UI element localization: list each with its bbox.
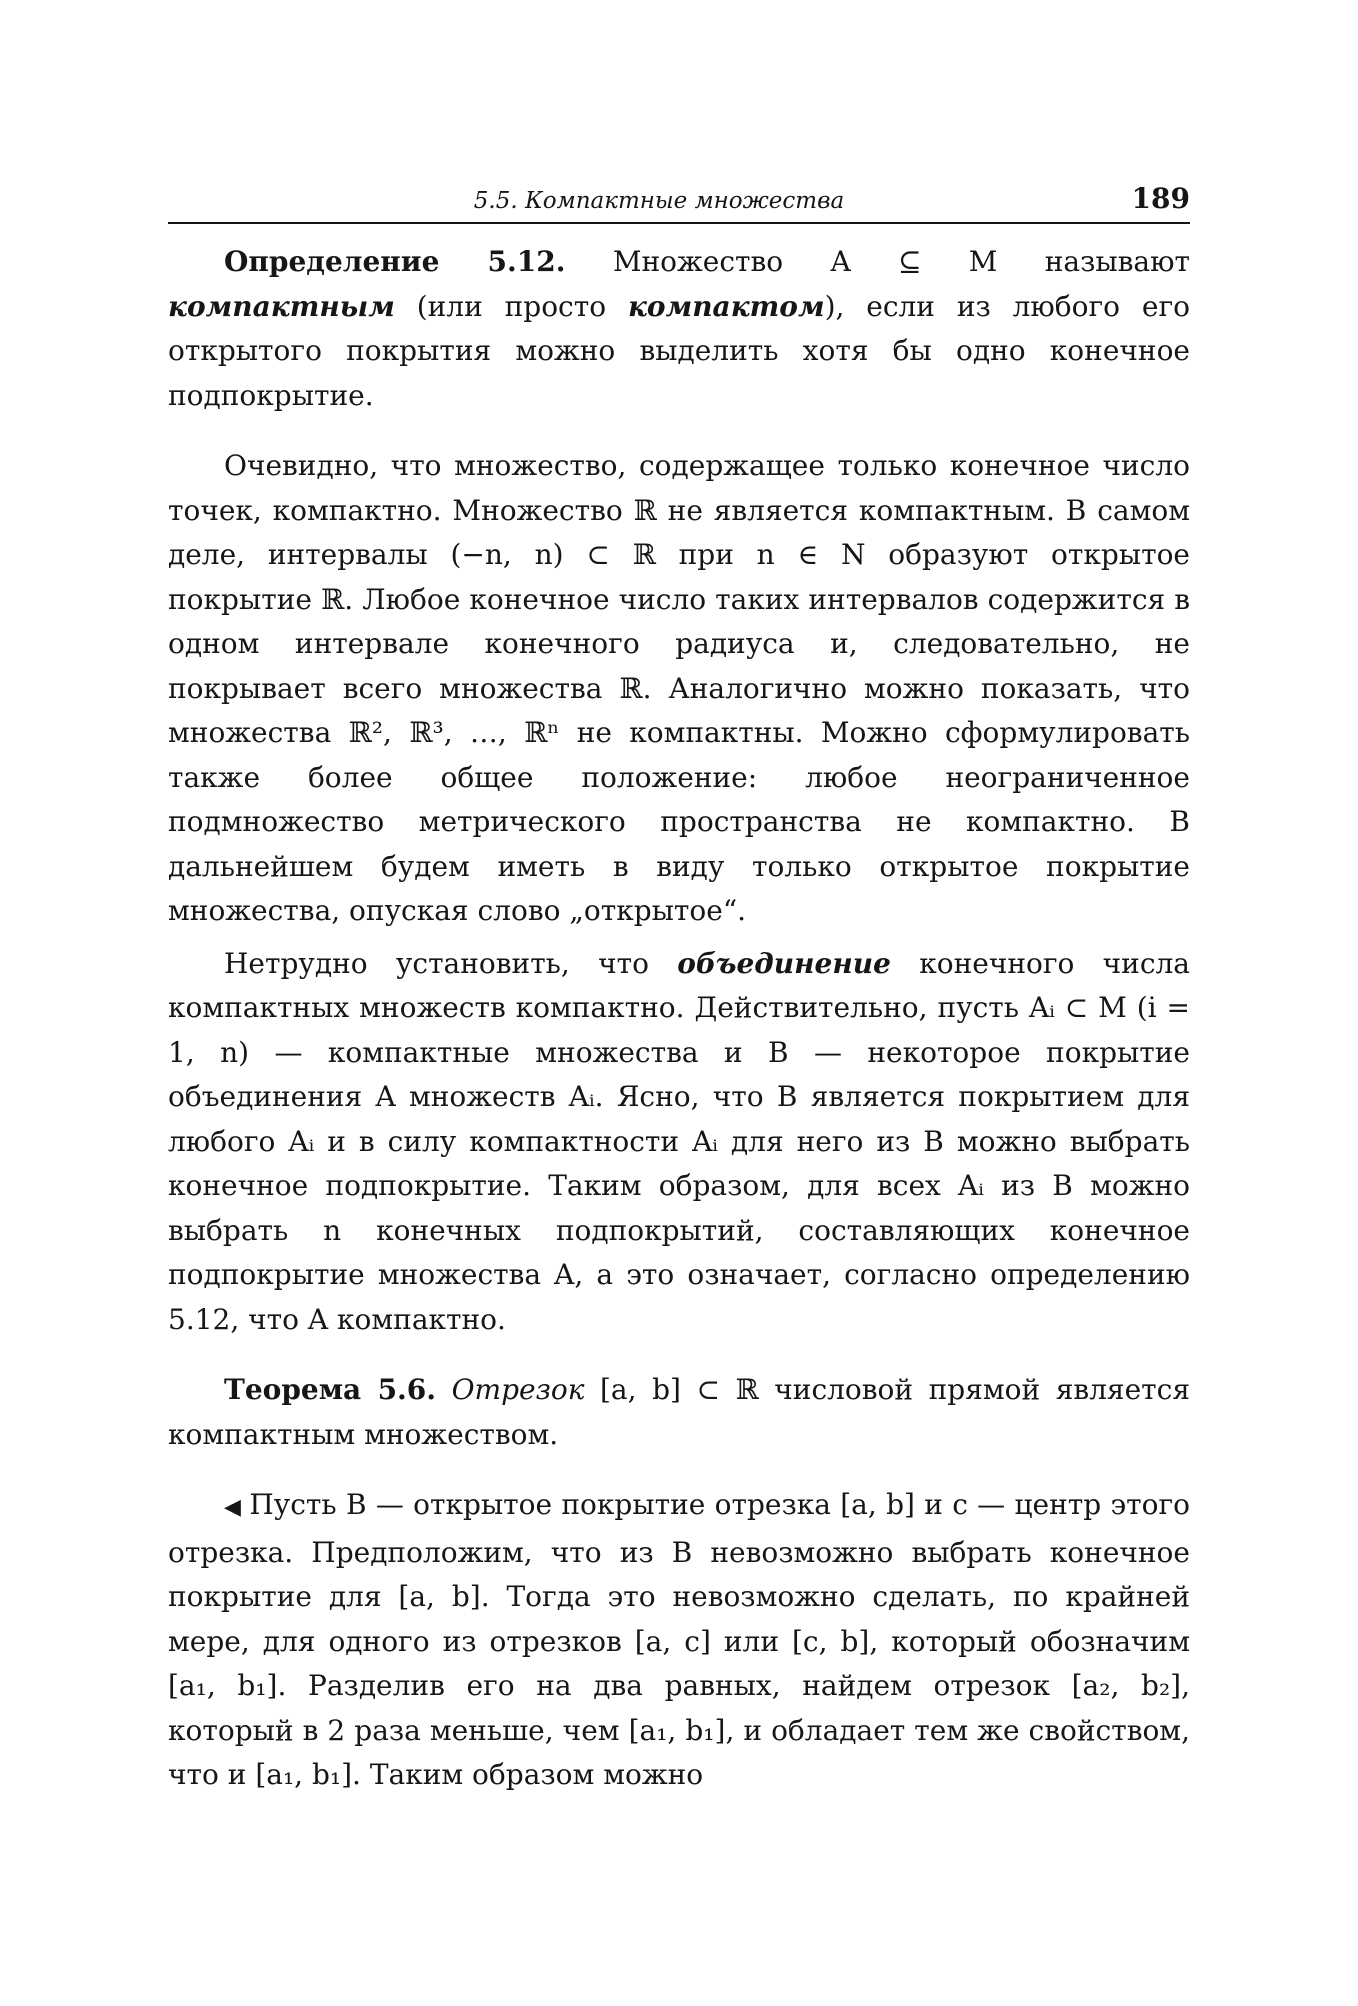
theorem-text: [a, b] ⊂ ℝ числовой прямой является компактным множеством. <box>168 1373 1190 1451</box>
section-title: 5.5. Компактные множества <box>473 188 845 214</box>
running-header <box>168 180 1190 224</box>
proof-start-icon: ◀ <box>224 1495 242 1520</box>
union-text-2: конечного числа компактных множеств компактно. Действительно, пусть Aᵢ ⊂ M (i = 1, n) — компактные множества и B — некоторое покрытие объединения A множеств Aᵢ. Ясно, что B является покрытием для любого Aᵢ и в силу компактности Aᵢ для него из B можно выбрать конечное подпокрытие. Таким образом, для всех Aᵢ из B можно выбрать n конечных подпокрытий, составляющих конечное подпокрытие множества A, а это означает, согласно определению 5.12, что A компактно. <box>168 946 1190 1336</box>
definition-text-1: Множество A ⊆ M называют <box>565 245 1190 278</box>
definition-label: Определение 5.12. <box>224 245 566 278</box>
definition-paragraph <box>168 240 1190 418</box>
union-text-1: Нетрудно установить, что <box>224 946 678 980</box>
proof-paragraph <box>168 1483 1190 1798</box>
page-number: 189 <box>1131 182 1190 215</box>
definition-text-3: ), если из любого его открытого покрытия можно выделить хотя бы одно конечное подпокрытие. <box>168 289 1190 412</box>
definition-term-compact: компактным <box>168 289 395 323</box>
theorem-italic-word: Отрезок <box>451 1373 585 1406</box>
definition-text-2: (или просто <box>394 289 628 323</box>
theorem-space <box>436 1373 452 1406</box>
book-page <box>168 180 1190 1798</box>
union-paragraph <box>168 942 1190 1343</box>
union-term: объединение <box>677 946 891 980</box>
theorem-paragraph <box>168 1368 1190 1457</box>
definition-term-compactum: компактом <box>627 289 825 323</box>
proof-text: Пусть B — открытое покрытие отрезка [a, b] и c — центр этого отрезка. Предположим, что из B невозможно выбрать конечное покрытие для [a, b]. Тогда это невозможно сделать, по крайней мере, для одного из отрезков [a, c] или [c, b], который обозначим [a₁, b₁]. Разделив его на два равных, найдем отрезок [a₂, b₂], который в 2 раза меньше, чем [a₁, b₁], и обладает тем же свойством, что и [a₁, b₁]. Таким образом можно <box>168 1488 1190 1791</box>
obvious-paragraph: Очевидно, что множество, содержащее только конечное число точек, компактно. Множество ℝ не является компактным. В самом деле, интервалы (−n, n) ⊂ ℝ при n ∈ N образуют открытое покрытие ℝ. Любое конечное число таких интервалов содержится в одном интервале конечного радиуса и, следовательно, не покрывает всего множества ℝ. Аналогично можно показать, что множества ℝ², ℝ³, …, ℝⁿ не компактны. Можно сформулировать также более общее положение: любое неограниченное подмножество метрического пространства не компактно. В дальнейшем будем иметь в виду только открытое покрытие множества, опуская слово „открытое“. <box>168 449 1190 927</box>
theorem-label: Теорема 5.6. <box>224 1373 437 1406</box>
